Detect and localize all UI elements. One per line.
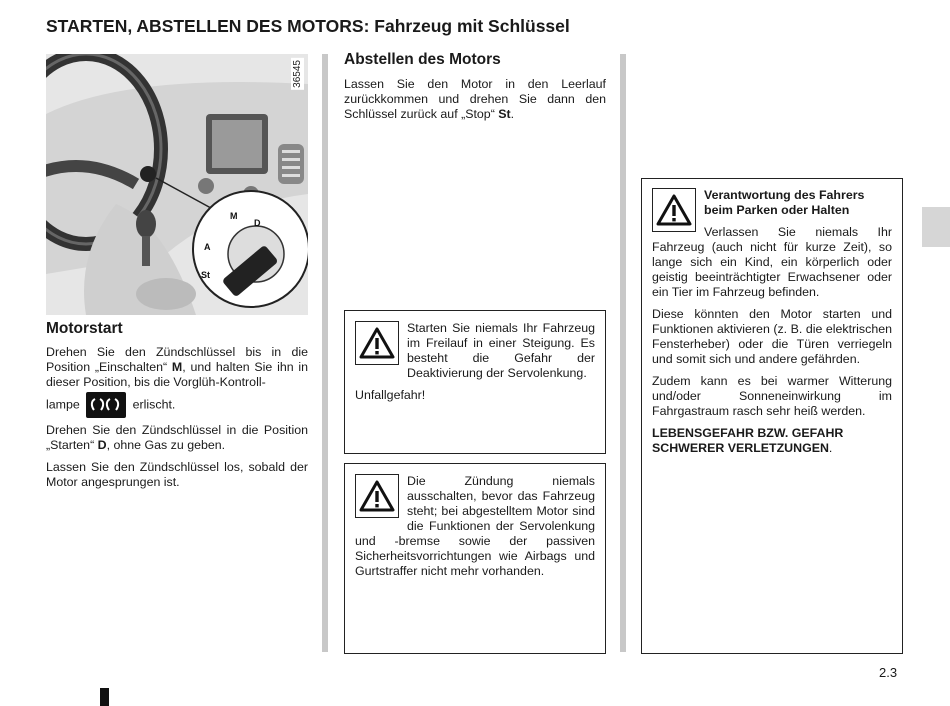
abstellen-text — [344, 77, 606, 122]
abstellen-heading: Abstellen des Motors — [344, 51, 501, 68]
warning-text: Zudem kann es bei warmer Witterung und/oder Sonneneinwirkung im Fahrgastraum rasch sehr heiß werden. — [652, 374, 892, 418]
page-title: STARTEN, ABSTELLEN DES MOTORS: Fahrzeug mit Schlüssel — [46, 16, 570, 36]
warning-box-parken — [641, 178, 903, 654]
text-segment: , ohne Gas zu geben. — [106, 438, 226, 452]
column-divider — [620, 54, 626, 652]
text-segment: , und halten Sie ihn in dieser Position, bis die Vorglüh-Kontroll- — [46, 360, 308, 389]
page-number: 2.3 — [879, 665, 898, 680]
text-segment: . — [828, 441, 833, 455]
motorstart-paragraph — [46, 345, 308, 390]
text-segment: Drehen Sie den Zündschlüssel bis in die Position „Einschalten“ — [46, 345, 308, 374]
warning-heading: Verantwortung des Fahrers beim Parken oder Halten — [704, 188, 865, 217]
column-divider — [322, 54, 328, 652]
ignition-label-a: A — [204, 242, 211, 252]
warning-text: Diese könnten den Motor starten und Funktionen aktivieren (z. B. die elektrischen Fensterheber) oder die Türen verriegeln und somit sich und andere gefährden. — [652, 307, 892, 366]
ignition-label-d: D — [254, 218, 261, 228]
warning-triangle-icon — [652, 188, 696, 232]
text-segment: erlischt. — [132, 397, 176, 412]
warning-text: Unfallgefahr! — [355, 388, 426, 402]
motorstart-text — [46, 345, 308, 490]
motorstart-paragraph — [46, 423, 308, 453]
key-position: M — [171, 360, 183, 374]
warning-box-servolenkung — [344, 310, 606, 454]
figure-number: 36545 — [292, 60, 303, 88]
text-segment: lampe — [46, 397, 80, 412]
warning-box-zuendung — [344, 463, 606, 654]
warning-triangle-icon — [355, 474, 399, 518]
abstellen-paragraph — [344, 77, 606, 122]
key-position: D — [97, 438, 107, 452]
dashboard-ignition-photo — [46, 54, 308, 315]
warning-text: Die Zündung niemals ausschalten, bevor das Fahrzeug steht; bei abgestelltem Motor sind die Funktionen der Servolenkung und -bremse sowie der passiven Sicherheitsvorrichtungen wie Airbags und Gurtstraffer nicht mehr vorhanden. — [355, 474, 595, 578]
chapter-tab — [922, 207, 950, 247]
ignition-label-m: M — [230, 211, 238, 221]
danger-statement: LEBENSGEFAHR BZW. GEFAHR SCHWERER VERLETZUNGEN — [652, 426, 844, 455]
preheat-warning-lamp-icon — [86, 392, 126, 418]
key-position: St — [498, 107, 511, 121]
motorstart-paragraph: Lassen Sie den Zündschlüssel los, sobald der Motor angesprungen ist. — [46, 460, 308, 489]
text-segment: Lassen Sie den Motor in den Leerlauf zurückkommen und drehen Sie dann den Schlüssel zurück auf „Stop“ — [344, 77, 606, 121]
warning-text — [652, 426, 892, 456]
text-segment: Drehen Sie den Zündschlüssel in die Position „Starten“ — [46, 423, 308, 452]
warning-text: Verlassen Sie niemals Ihr Fahrzeug (auch nicht für kurze Zeit), so lange sich ein Kind, ein körperlich oder geistig beeinträchtigter Erwachsener oder ein Tier im Fahrzeug befinden. — [652, 225, 892, 299]
text-segment: . — [510, 107, 515, 121]
motorstart-paragraph — [46, 392, 308, 418]
ignition-label-st: St — [201, 270, 210, 280]
warning-triangle-icon — [355, 321, 399, 365]
motorstart-heading: Motorstart — [46, 320, 123, 337]
crop-mark — [100, 688, 109, 706]
warning-text: Starten Sie niemals Ihr Fahrzeug im Freilauf in einer Steigung. Es besteht die Gefahr der Deaktivierung der Servolenkung. — [407, 321, 595, 380]
